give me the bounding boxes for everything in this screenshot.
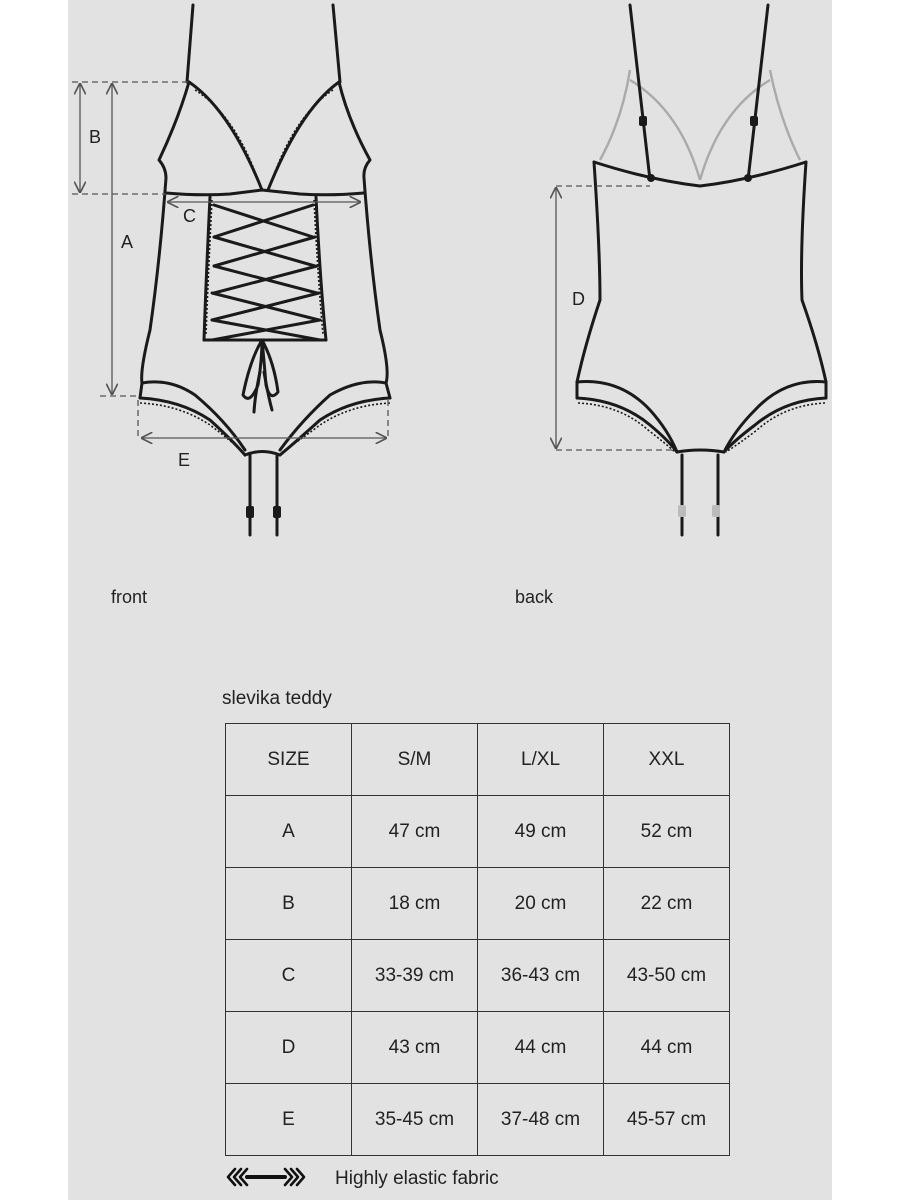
- table-row: [226, 1084, 730, 1156]
- table-cell: 49 cm: [478, 796, 604, 868]
- table-cell: 22 cm: [604, 868, 730, 940]
- header-cell: XXL: [604, 724, 730, 796]
- table-cell: 36-43 cm: [478, 940, 604, 1012]
- back-dimension-lines: [556, 186, 676, 450]
- table-cell: A: [226, 796, 352, 868]
- front-lace-trim: [140, 90, 390, 452]
- back-view-label: back: [515, 587, 554, 607]
- table-cell: 20 cm: [478, 868, 604, 940]
- table-cell: 18 cm: [352, 868, 478, 940]
- table-cell: 37-48 cm: [478, 1084, 604, 1156]
- size-table: [225, 723, 730, 1156]
- table-row: [226, 796, 730, 868]
- table-row: [226, 1012, 730, 1084]
- dimension-label-c: C: [183, 206, 196, 226]
- elastic-fabric-icon: [225, 1165, 307, 1194]
- fabric-legend-text: Highly elastic fabric: [335, 1168, 499, 1189]
- table-title: slevika teddy: [222, 688, 332, 709]
- garment-diagrams: [0, 0, 900, 560]
- dimension-label-e: E: [178, 450, 191, 470]
- table-cell: B: [226, 868, 352, 940]
- fabric-legend: [225, 1166, 499, 1192]
- table-cell: D: [226, 1012, 352, 1084]
- table-cell: 44 cm: [604, 1012, 730, 1084]
- table-cell: 43 cm: [352, 1012, 478, 1084]
- header-cell: S/M: [352, 724, 478, 796]
- table-cell: 33-39 cm: [352, 940, 478, 1012]
- back-lace-trim: [578, 403, 825, 452]
- table-cell: E: [226, 1084, 352, 1156]
- back-garter-clips: [678, 505, 720, 517]
- table-cell: 52 cm: [604, 796, 730, 868]
- table-cell: 44 cm: [478, 1012, 604, 1084]
- table-cell: C: [226, 940, 352, 1012]
- header-cell: L/XL: [478, 724, 604, 796]
- table-row: [226, 940, 730, 1012]
- back-cup-ghost: [600, 70, 800, 180]
- front-garter-clips: [246, 506, 281, 518]
- table-cell: 45-57 cm: [604, 1084, 730, 1156]
- dimension-label-d: D: [572, 289, 585, 309]
- table-row: [226, 868, 730, 940]
- back-garment: [577, 5, 826, 535]
- table-cell: 43-50 cm: [604, 940, 730, 1012]
- table-header-row: [226, 724, 730, 796]
- table-cell: 47 cm: [352, 796, 478, 868]
- dimension-label-a: A: [121, 232, 134, 252]
- dimension-label-b: B: [89, 127, 102, 147]
- header-cell: SIZE: [226, 724, 352, 796]
- front-view-label: front: [111, 587, 148, 607]
- table-cell: 35-45 cm: [352, 1084, 478, 1156]
